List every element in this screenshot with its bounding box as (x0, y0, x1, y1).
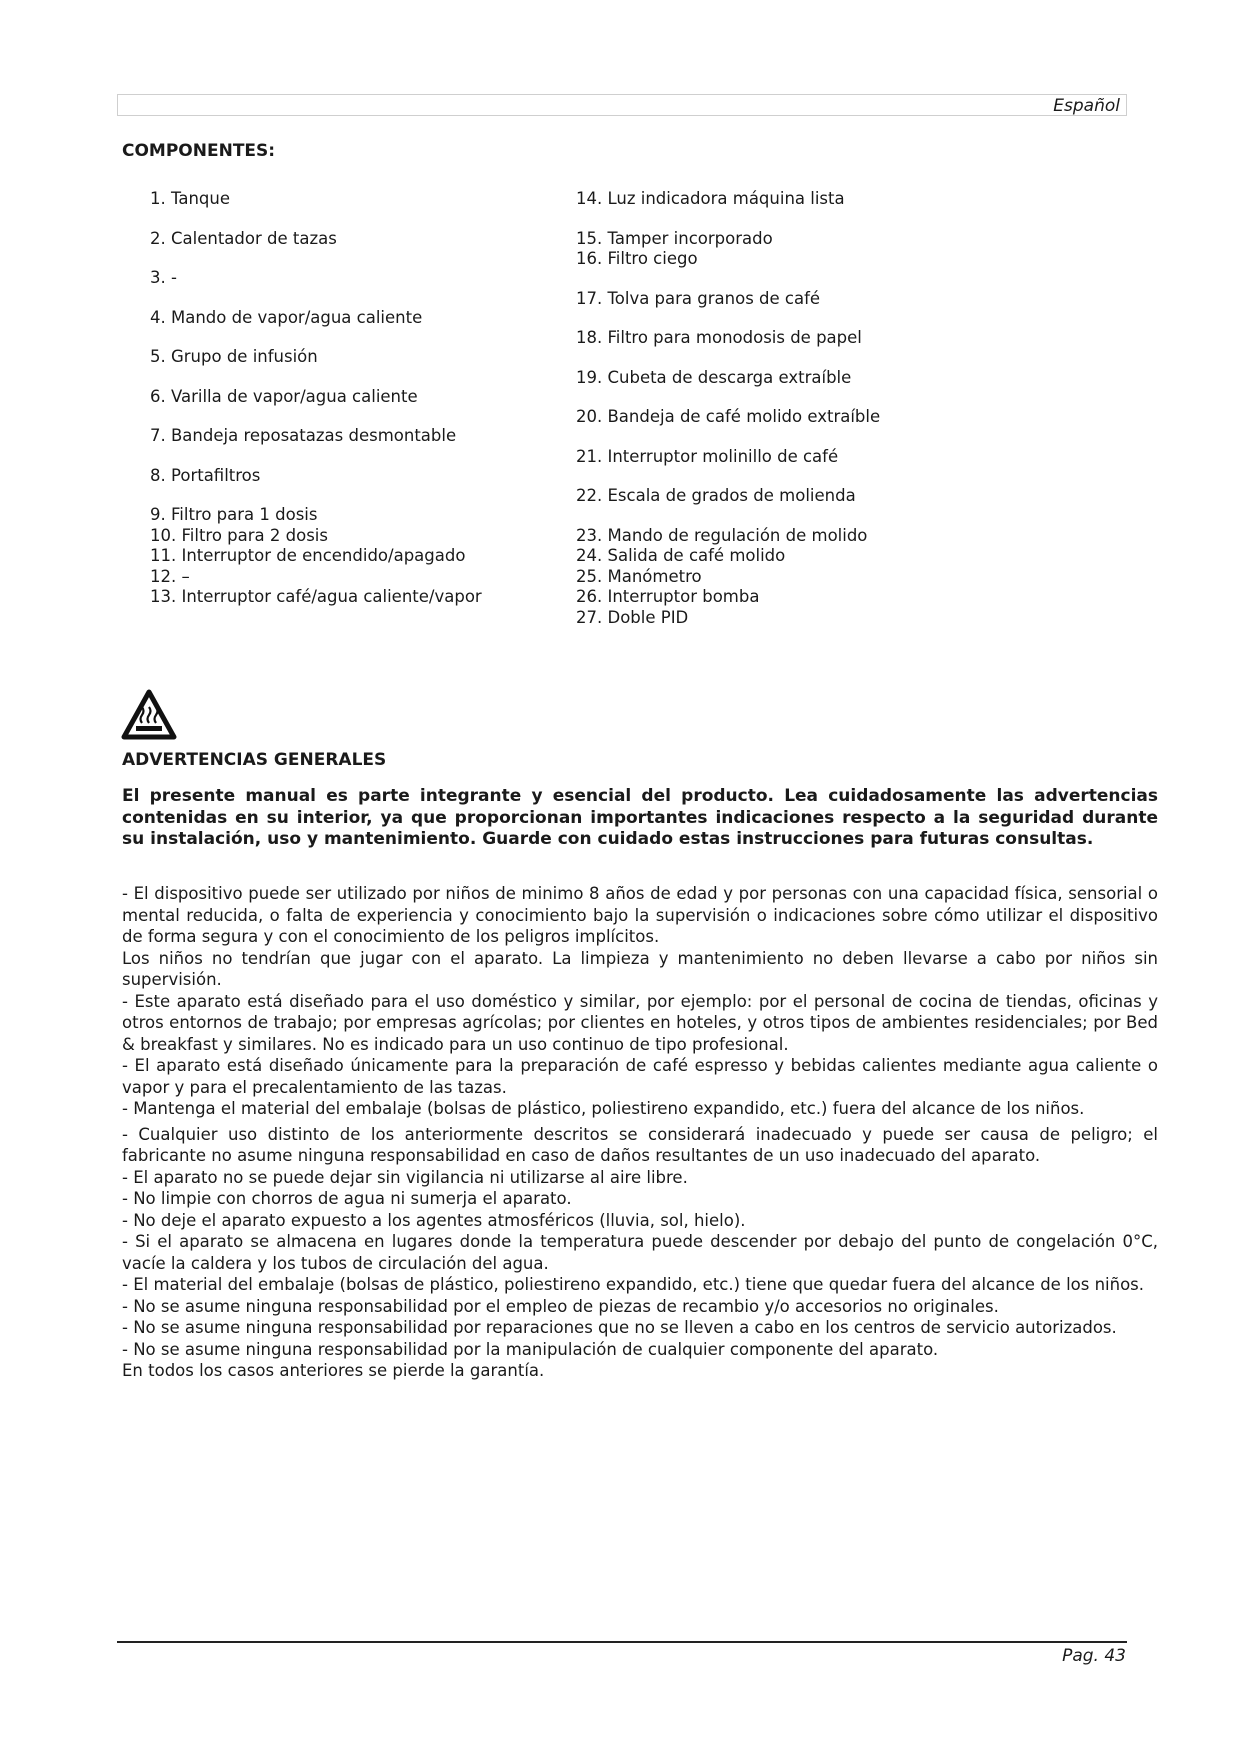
component-item: 23. Mando de regulación de molido (576, 525, 868, 545)
component-item: 25. Manómetro (576, 566, 702, 586)
component-item: 19. Cubeta de descarga extraíble (576, 367, 852, 387)
component-item: 26. Interruptor bomba (576, 587, 760, 606)
component-item: 5. Grupo de infusión (150, 347, 318, 366)
component-group (576, 189, 880, 210)
warning-paragraph: Los niños no tendrían que jugar con el aparato. La limpieza y mantenimiento no deben llevarse a cabo por niños sin supervisión. (122, 948, 1158, 989)
component-group (150, 466, 482, 487)
warning-paragraph: - El dispositivo puede ser utilizado por niños de minimo 8 años de edad y por personas con una capacidad física, sensorial o mental reducida, o falta de experiencia y conocimiento bajo la supervisión o indicaciones sobre cómo utilizar el dispositivo de forma segura y con el conocimiento de los peligros implícitos. (122, 884, 1158, 946)
warning-paragraph: - No se asume ninguna responsabilidad por reparaciones que no se lleven a cabo en los centros de servicio autorizados. (122, 1318, 1117, 1337)
component-item: 2. Calentador de tazas (150, 228, 337, 248)
component-item: 27. Doble PID (576, 607, 689, 627)
warning-paragraph: - El aparato está diseñado únicamente para la preparación de café espresso y bebidas calientes mediante agua caliente o vapor y para el precalentamiento de las tazas. (122, 1056, 1158, 1097)
warnings-body (122, 883, 1158, 1382)
warning-paragraph: - Cualquier uso distinto de los anteriormente descritos se considerará inadecuado y puede ser causa de peligro; el fabricante no asume ninguna responsabilidad en caso de daños resultantes de un uso inadecuado del aparato. (122, 1124, 1158, 1165)
component-item: 13. Interruptor café/agua caliente/vapor (150, 587, 482, 606)
component-group (576, 486, 880, 507)
component-group (576, 328, 880, 349)
component-item: 16. Filtro ciego (576, 249, 698, 268)
warning-paragraph: En todos los casos anteriores se pierde la garantía. (122, 1361, 545, 1380)
component-group (150, 308, 482, 329)
component-group (576, 229, 880, 270)
warning-paragraph: - Si el aparato se almacena en lugares donde la temperatura puede descender por debajo del punto de congelación 0°C, vacíe la caldera y los tubos de circulación del agua. (122, 1232, 1158, 1273)
components-list-left (150, 189, 482, 627)
component-item: 7. Bandeja reposatazas desmontable (150, 426, 457, 445)
component-item: 6. Varilla de vapor/agua caliente (150, 386, 418, 406)
warning-paragraph: - No se asume ninguna responsabilidad por la manipulación de cualquier componente del aparato. (122, 1339, 939, 1359)
component-group (150, 347, 482, 368)
component-item: 14. Luz indicadora máquina lista (576, 189, 845, 208)
component-group (150, 189, 482, 210)
component-group (576, 407, 880, 428)
warnings-title: ADVERTENCIAS GENERALES (122, 750, 387, 770)
warning-paragraph: - No limpie con chorros de agua ni sumerja el aparato. (122, 1189, 572, 1208)
component-item: 15. Tamper incorporado (576, 228, 773, 248)
component-item: 8. Portafiltros (150, 465, 261, 485)
component-group (150, 268, 482, 289)
header-bar (117, 94, 1127, 116)
component-group (576, 447, 880, 468)
component-group (150, 426, 482, 447)
warning-paragraph: - No se asume ninguna responsabilidad por el empleo de piezas de recambio y/o accesorios no originales. (122, 1296, 999, 1316)
component-item: 24. Salida de café molido (576, 546, 786, 565)
component-group (576, 368, 880, 389)
footer-divider (117, 1641, 1127, 1643)
warning-paragraph: - El material del embalaje (bolsas de plástico, poliestireno expandido, etc.) tiene que quedar fuera del alcance de los niños. (122, 1275, 1145, 1294)
header-language: Español (1053, 96, 1120, 116)
component-item: 3. - (150, 268, 177, 287)
warning-paragraph: - No deje el aparato expuesto a los agentes atmosféricos (lluvia, sol, hielo). (122, 1210, 746, 1230)
component-item: 10. Filtro para 2 dosis (150, 525, 328, 545)
component-item: 21. Interruptor molinillo de café (576, 446, 839, 466)
components-list-right (576, 189, 880, 647)
page-number: Pag. 43 (1062, 1646, 1126, 1666)
component-item: 17. Tolva para granos de café (576, 288, 821, 308)
component-item: 20. Bandeja de café molido extraíble (576, 407, 881, 426)
component-item: 12. – (150, 566, 190, 586)
component-group (150, 229, 482, 250)
components-title: COMPONENTES: (122, 141, 276, 161)
hot-surface-warning-icon (120, 688, 178, 742)
component-group (150, 505, 482, 608)
warnings-intro: El presente manual es parte integrante y esencial del producto. Lea cuidadosamente las advertencias contenidas en su interior, ya que proporcionan importantes indicaciones respecto a la seguridad durante su instalación, uso y mantenimiento. Guarde con cuidado estas instrucciones para futuras consultas. (122, 786, 1158, 849)
component-group (576, 289, 880, 310)
component-group (576, 526, 880, 629)
component-item: 11. Interruptor de encendido/apagado (150, 546, 466, 565)
component-item: 1. Tanque (150, 189, 230, 208)
warning-paragraph: - Mantenga el material del embalaje (bolsas de plástico, poliestireno expandido, etc.) fuera del alcance de los niños. (122, 1099, 1085, 1118)
component-item: 18. Filtro para monodosis de papel (576, 328, 862, 347)
component-item: 4. Mando de vapor/agua caliente (150, 307, 423, 327)
component-item: 9. Filtro para 1 dosis (150, 505, 318, 524)
component-group (150, 387, 482, 408)
warning-paragraph: - El aparato no se puede dejar sin vigilancia ni utilizarse al aire libre. (122, 1167, 688, 1187)
warning-paragraph: - Este aparato está diseñado para el uso doméstico y similar, por ejemplo: por el personal de cocina de tiendas, oficinas y otros entornos de trabajo; por empresas agrícolas; por clientes en hoteles, y otros tipos de ambientes residenciales; por Bed & breakfast y similares. No es indicado para un uso continuo de tipo profesional. (122, 991, 1158, 1054)
component-item: 22. Escala de grados de molienda (576, 486, 856, 505)
